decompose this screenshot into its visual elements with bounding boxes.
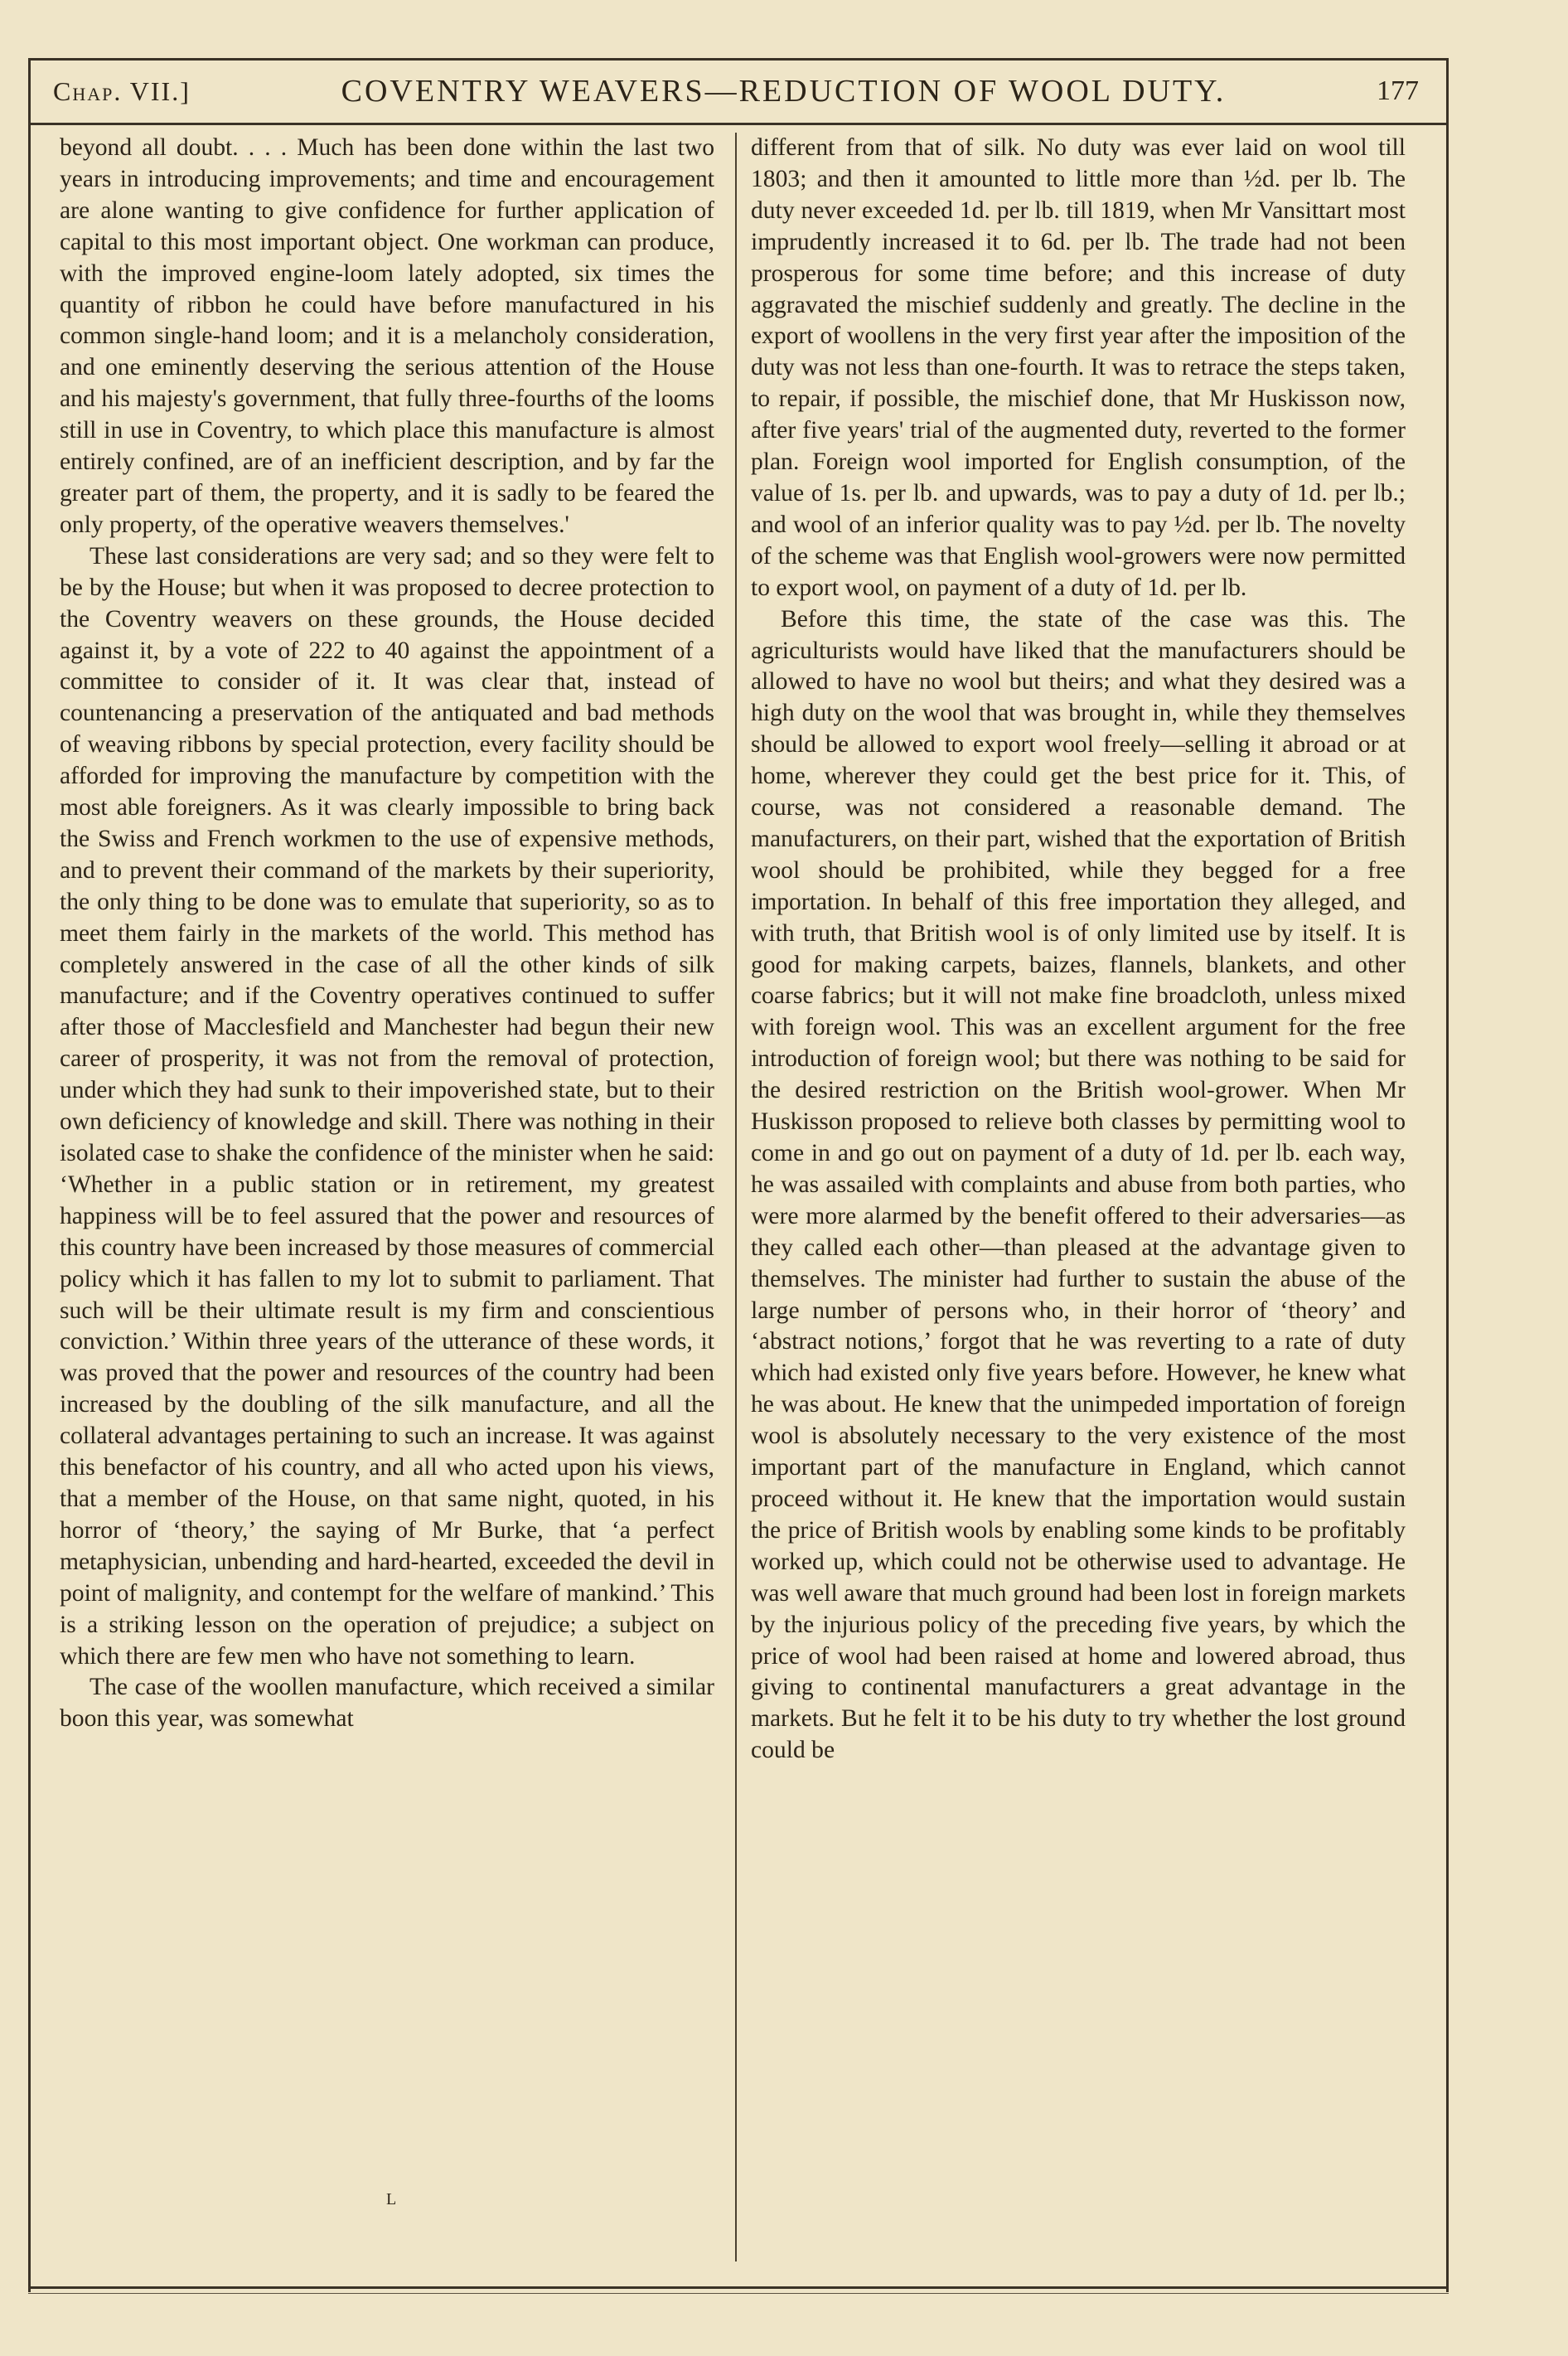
bottom-rule-thin	[28, 2293, 1449, 2294]
header-rule	[28, 123, 1449, 125]
running-header	[28, 58, 1449, 124]
left-column	[60, 133, 714, 1735]
page-title: COVENTRY WEAVERS—REDUCTION OF WOOL DUTY.	[341, 74, 1227, 109]
bottom-rule	[28, 2286, 1449, 2289]
paragraph: beyond all doubt. . . . Much has been done within the last two years in introducing improvements; and time and encouragement are alone wanting to give confidence for further application of capital to this most important object. One workman can produce, with the improved engine-loom lately adopted, six times the quantity of ribbon he could have before manufactured in his common single-hand loom; and it is a melancholy consideration, and one eminently deserving the serious attention of the House and his majesty's government, that fully three-fourths of the looms still in use in Coventry, to which place this manufacture is almost entirely confined, are of an inefficient description, and by far the greater part of them, the property, and it is sadly to be feared the only property, of the operative weavers themselves.'	[60, 134, 714, 538]
page-number: 177	[1377, 75, 1419, 106]
signature-mark: L	[386, 2190, 398, 2208]
paragraph: The case of the woollen manufacture, which received a similar boon this year, was somewhat	[60, 1674, 714, 1733]
paragraph: Before this time, the state of the case was this. The agriculturists would have liked that the manufacturers should be allowed to have no wool but theirs; and what they desired was a high duty on the wool that was brought in, while they themselves should be allowed to export wool freely—selling it abroad or at home, wherever they could get the best price for it. This, of course, was not considered a reasonable demand. The manufacturers, on their part, wished that the exportation of British wool should be prohibited, while they begged for a free importation. In behalf of this free importation they alleged, and with truth, that British wool is of only limited use by itself. It is good for making carpets, baizes, flannels, blankets, and other coarse fabrics; but it will not make fine broadcloth, unless mixed with foreign wool. This was an excellent argument for the free introduction of foreign wool; but there was nothing to be said for the desired restriction on the British wool-grower. When Mr Huskisson proposed to relieve both classes by permitting wool to come in and go out on payment of a duty of 1d. per lb. each way, he was assailed with complaints and abuse from both parties, who were more alarmed by the benefit offered to their adversaries—as they called each other—than pleased at the advantage given to themselves. The minister had further to sustain the abuse of the large number of persons who, in their horror of ‘theory’ and ‘abstract notions,’ forgot that he was reverting to a rate of duty which had existed only five years before. However, he knew what he was about. He knew that the unimpeded importation of foreign wool is absolutely necessary to the very existence of the most important part of the manufacture in England, which cannot proceed without it. He knew that the importation would sustain the price of British wools by enabling some kinds to be profitably worked up, which could not be otherwise used to advantage. He was well aware that much ground had been lost in foreign markets by the injurious policy of the preceding five years, by which the price of wool had been raised at home and lowered abroad, thus giving to continental manufacturers a great advantage in the markets. But he felt it to be his duty to try whether the lost ground could be	[751, 605, 1406, 1764]
column-divider	[735, 133, 737, 2261]
right-column	[751, 133, 1406, 1767]
paragraph: These last considerations are very sad; and so they were felt to be by the House; but when it was proposed to decree protection to the Coventry weavers on these grounds, the House decided against it, by a vote of 222 to 40 against the appointment of a committee to consider of it. It was clear that, instead of countenancing a preservation of the antiquated and bad methods of weaving ribbons by special protection, every facility should be afforded for improving the manufacture by competition with the most able foreigners. As it was clearly impossible to bring back the Swiss and French workmen to the use of expensive methods, and to prevent their command of the markets by their superiority, the only thing to be done was to emulate that superiority, so as to meet them fairly in the markets of the world. This method has completely answered in the case of all the other kinds of silk manufacture; and if the Coventry operatives continued to suffer after those of Macclesfield and Manchester had begun their new career of prosperity, it was not from the removal of protection, under which they had sunk to their impoverished state, but to their own deficiency of knowledge and skill. There was nothing in their isolated case to shake the confidence of the minister when he said: ‘Whether in a public station or in retirement, my greatest happiness will be to feel assured that the power and resources of this country have been increased by those measures of commercial policy which it has fallen to my lot to submit to parliament. That such will be their ultimate result is my firm and conscientious conviction.’ Within three years of the utterance of these words, it was proved that the power and resources of the country had been increased by the doubling of the silk manufacture, and all the collateral advantages pertaining to such an increase. It was against this benefactor of his country, and all who acted upon his views, that a member of the House, on that same night, quoted, in his horror of ‘theory,’ the saying of Mr Burke, that ‘a perfect metaphysician, unbending and hard-hearted, exceeded the devil in point of malignity, and contempt for the welfare of mankind.’ This is a striking lesson on the operation of prejudice; a subject on which there are few men who have not something to learn.	[60, 542, 714, 1670]
paragraph: different from that of silk. No duty was ever laid on wool till 1803; and then it amounted to little more than ½d. per lb. The duty never exceeded 1d. per lb. till 1819, when Mr Vansittart most imprudently increased it to 6d. per lb. The trade had not been prosperous for some time before; and this increase of duty aggravated the mischief suddenly and greatly. The decline in the export of woollens in the very first year after the imposition of the duty was not less than one-fourth. It was to retrace the steps taken, to repair, if possible, the mischief done, that Mr Huskisson now, after five years' trial of the augmented duty, reverted to the former plan. Foreign wool imported for English consumption, of the value of 1s. per lb. and upwards, was to pay a duty of 1d. per lb.; and wool of an inferior quality was to pay ½d. per lb. The novelty of the scheme was that English wool-growers were now permitted to export wool, on payment of a duty of 1d. per lb.	[751, 134, 1406, 601]
chapter-label: Chap. VII.]	[53, 75, 191, 106]
